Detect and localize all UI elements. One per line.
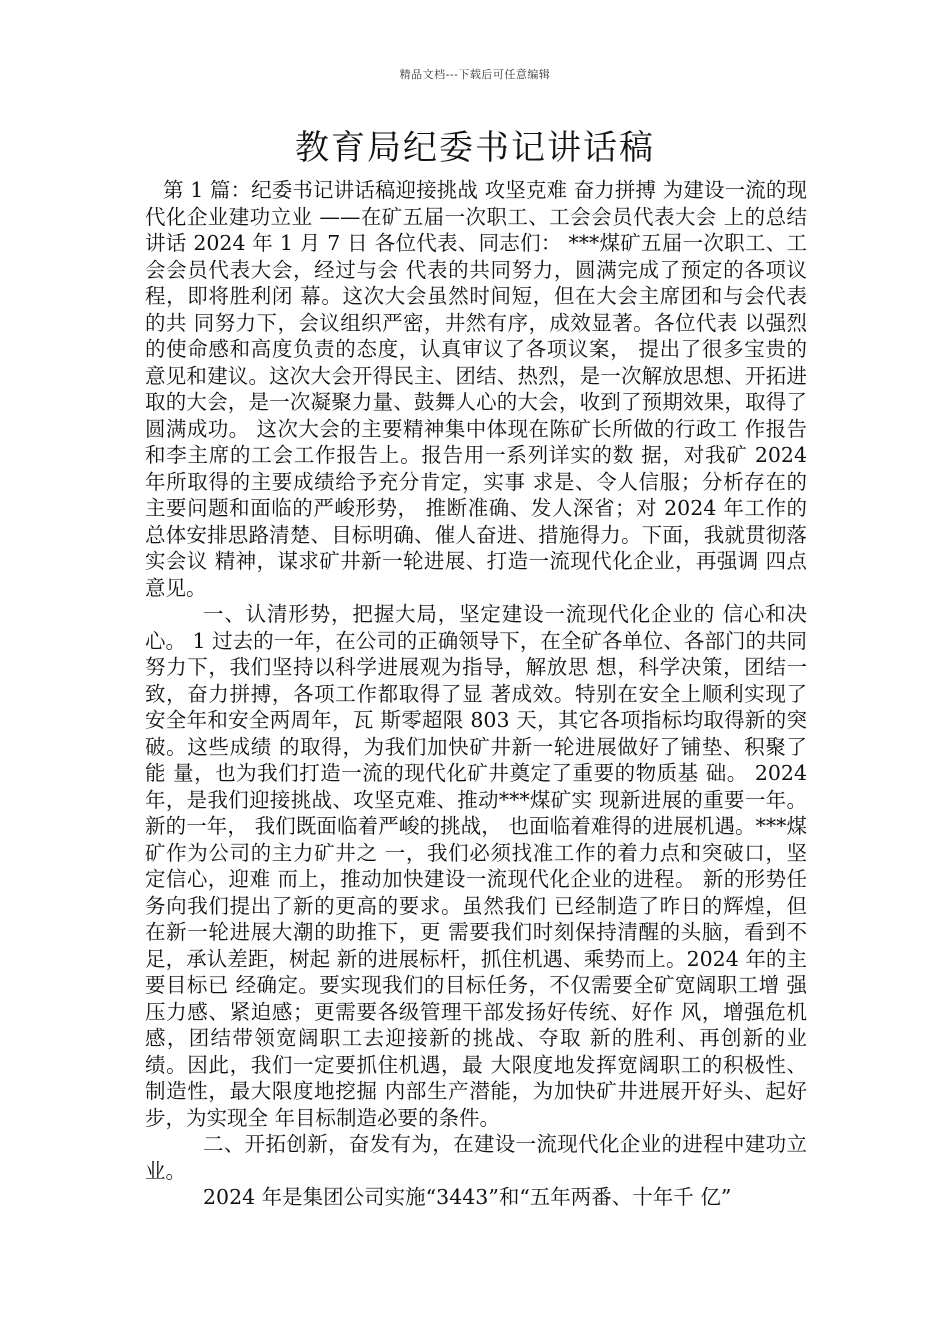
document-title: 教育局纪委书记讲话稿 bbox=[295, 128, 655, 168]
paragraph-section-2-heading: 二、开拓创新，奋发有为，在建设一流现代化企业的进程中建功立业。 bbox=[145, 1132, 807, 1183]
paragraph-intro: 第 1 篇：纪委书记讲话稿迎接挑战 攻坚克难 奋力拼搏 为建设一流的现代化企业建功立业 ——在矿五届一次职工、工会会员代表大会 上的总结讲话 2024 年 1 月 7 日 各位代表、同志们： ***煤矿五届一次职工、工会会员代表大会，经过与会 代表的共同努力，圆满完成了预定的各项议程，即将胜利闭 幕。这次大会虽然时间短，但在大会主席团和与会代表的共 同努力下，会议组织严密，井然有序，成效显著。各位代表 以强烈的使命感和高度负责的态度，认真审议了各项议案， 提出了很多宝贵的意见和建议。这次大会开得民主、团结、热烈，是一次解放思想、开拓进取的大会，是一次凝聚力量、鼓舞人心的大会，收到了预期效果，取得了圆满成功。 这次大会的主要精神集中体现在陈矿长所做的行政工 作报告和李主席的工会工作报告上。报告用一系列详实的数 据，对我矿 2024 年所取得的主要成绩给予充分肯定，实事 求是、令人信服；分析存在的主要问题和面临的严峻形势， 推断准确、发人深省；对 2024 年工作的总体安排思路清楚、目标明确、催人奋进、措施得力。下面，我就贯彻落实会议 精神，谋求矿井新一轮进展、打造一流现代化企业，再强调 四点意见。 bbox=[145, 178, 807, 600]
paragraph-section-2-start: 2024 年是集团公司实施“3443”和“五年两番、十年千 亿” bbox=[203, 1185, 732, 1209]
paragraph-section-1: 一、认清形势，把握大局，坚定建设一流现代化企业的 信心和决心。 1 过去的一年，在公司的正确领导下，在全矿各单位、各部门的共同努力下，我们坚持以科学进展观为指导，解放思 想，科学决策，团结一致，奋力拼搏，各项工作都取得了显 著成效。特别在安全上顺利实现了安全年和安全两周年，瓦 斯零超限 803 天，其它各项指标均取得新的突破。这些成绩 的取得，为我们加快矿井新一轮进展做好了铺垫、积聚了能 量，也为我们打造一流的现代化矿井奠定了重要的物质基 础。 2024 年，是我们迎接挑战、攻坚克难、推动***煤矿实 现新进展的重要一年。 新的一年， 我们既面临着严峻的挑战， 也面临着难得的进展机遇。***煤矿作为公司的主力矿井之 一，我们必须找准工作的着力点和突破口，坚定信心，迎难 而上，推动加快建设一流现代化企业的进程。 新的形势任务向我们提出了新的更高的要求。虽然我们 已经制造了昨日的辉煌，但在新一轮进展大潮的助推下，更 需要我们时刻保持清醒的头脑，看到不足，承认差距，树起 新的进展标杆，抓住机遇、乘势而上。2024 年的主要目标已 经确定。要实现我们的目标任务，不仅需要全矿宽阔职工增 强压力感、紧迫感；更需要各级管理干部发扬好传统、好作 风，增强危机感，团结带领宽阔职工去迎接新的挑战、夺取 新的胜利、再创新的业绩。因此，我们一定要抓住机遇，最 大限度地发挥宽阔职工的积极性、制造性，最大限度地挖掘 内部生产潜能，为加快矿井进展开好头、起好步，为实现全 年目标制造必要的条件。 bbox=[145, 602, 807, 1130]
document-body bbox=[145, 177, 807, 1211]
page-header: 精品文档---下载后可任意编辑 bbox=[399, 68, 551, 81]
